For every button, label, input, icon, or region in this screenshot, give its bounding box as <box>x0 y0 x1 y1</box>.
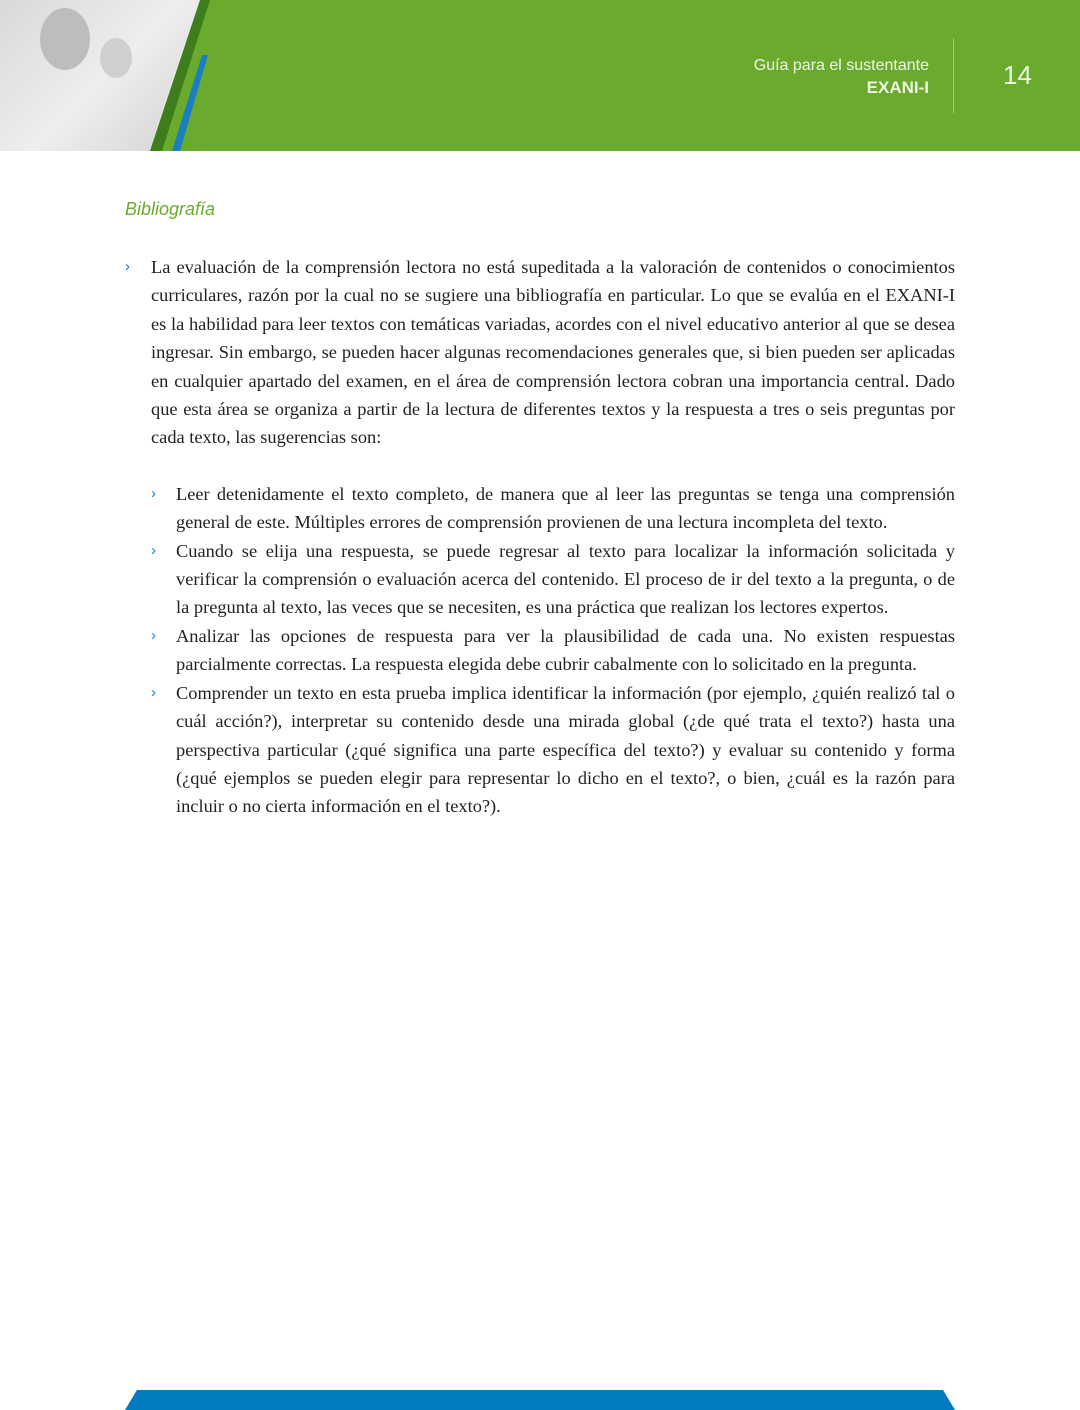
footer-bar <box>125 1390 955 1410</box>
list-item <box>125 622 955 679</box>
bullet-icon: › <box>151 541 156 559</box>
list-item-text: Cuando se elija una respuesta, se puede regresar al texto para localizar la información solicitada y verificar la comprensión o evaluación acerca del contenido. El proceso de ir del texto a la pregunta, o de la pregunta al texto, las veces que se necesiten, es una práctica que realizan los lectores expertos. <box>176 540 955 618</box>
list-item <box>125 480 955 537</box>
intro-paragraph <box>125 253 955 452</box>
header-divider <box>953 38 954 113</box>
bullet-icon: › <box>151 683 156 701</box>
guide-title-text: Guía para el sustentante <box>753 57 929 74</box>
section-title: Bibliografía <box>125 199 216 219</box>
suggestions-list <box>125 480 955 821</box>
content <box>125 253 955 821</box>
bullet-icon: › <box>151 484 156 502</box>
list-item-text: Comprender un texto en esta prueba implica identificar la información (por ejemplo, ¿quién realizó tal o cuál acción?), interpretar su contenido desde una mirada global (¿de qué trata el texto?) hasta una perspectiva particular (¿qué significa una parte específica del texto?) y evaluar su contenido y forma (¿qué ejemplos se pueden elegir para representar lo dicho en el texto?, o bien, ¿cuál es la razón para incluir o no cierta información en el texto?). <box>176 682 955 817</box>
page-number: 14 <box>1003 60 1032 90</box>
list-item <box>125 537 955 622</box>
intro-text: La evaluación de la comprensión lectora no está supeditada a la valoración de contenidos o conocimientos curriculares, razón por la cual no se sugiere una bibliografía en particular. Lo que se evalúa en el EXANI-I es la habilidad para leer textos con temáticas variadas, acordes con el nivel educativo anterior al que se desea ingresar. Sin embargo, se pueden hacer algunas recomendaciones generales que, si bien pueden ser aplicadas en cualquier apartado del examen, en el área de comprensión lectora cobran una importancia central. Dado que esta área se organiza a partir de la lectura de diferentes textos y la respuesta a tres o seis preguntas por cada texto, las sugerencias son: <box>151 257 955 448</box>
list-item-text: Analizar las opciones de respuesta para ver la plausibilidad de cada una. No existen respuestas parcialmente correctas. La respuesta elegida debe cubrir cabalmente con lo solicitado en la pregunta. <box>176 625 955 675</box>
bullet-icon: › <box>125 258 130 275</box>
bullet-icon: › <box>151 626 156 644</box>
page-header <box>0 0 1080 151</box>
guide-title <box>754 55 929 99</box>
list-item <box>125 679 955 821</box>
list-item-text: Leer detenidamente el texto completo, de manera que al leer las preguntas se tenga una comprensión general de este. Múltiples errores de comprensión provienen de una lectura incompleta del texto. <box>176 483 955 533</box>
exam-name: EXANI-I <box>866 78 929 97</box>
